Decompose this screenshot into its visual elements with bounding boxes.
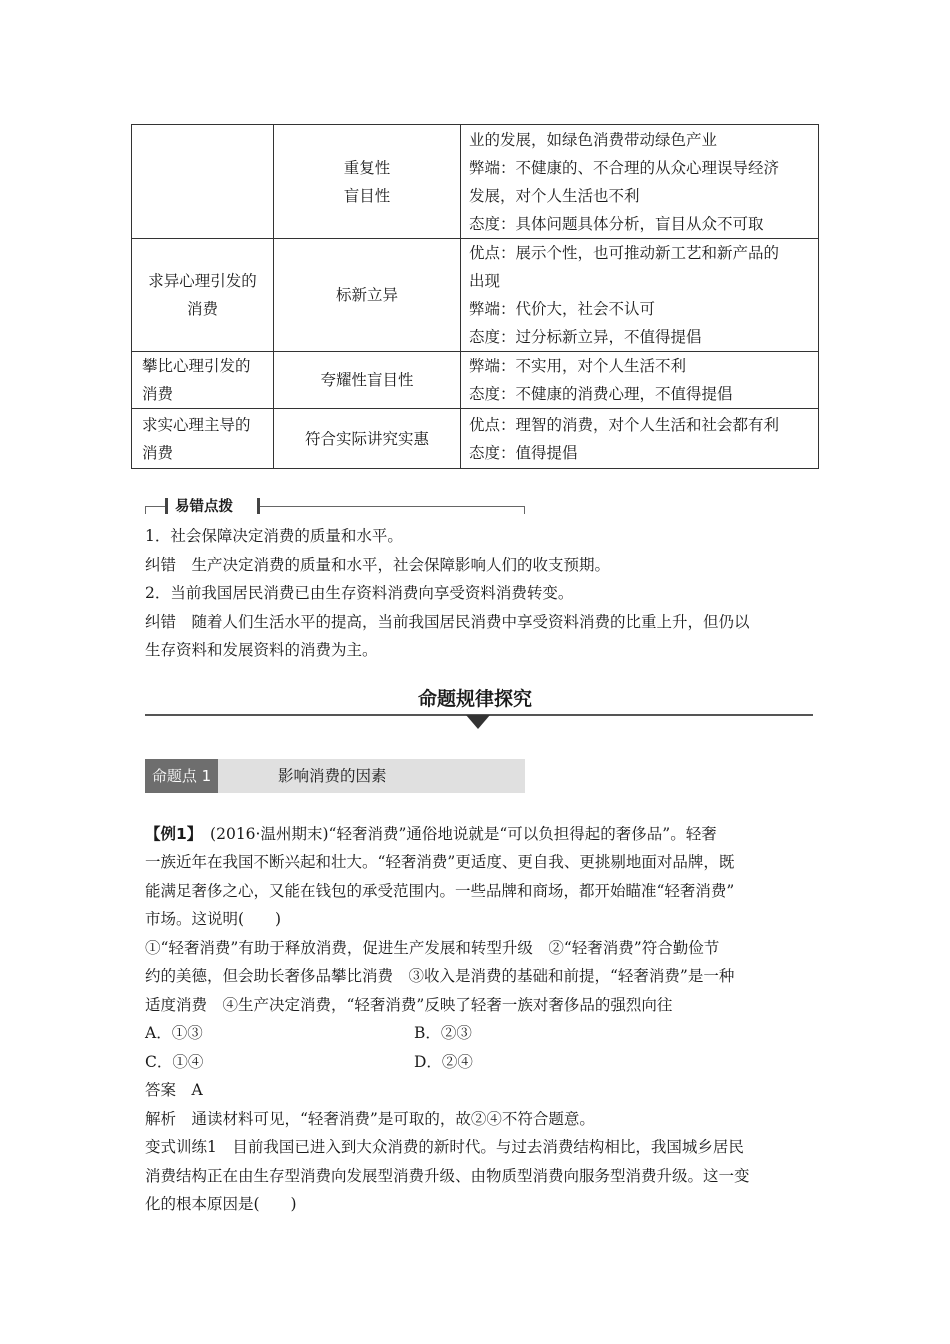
option-d: D．②④	[414, 1053, 473, 1071]
cell-text: 业的发展，如绿色消费带动绿色产业	[469, 130, 718, 149]
triangle-down-icon	[466, 715, 490, 729]
cell-text: 弊端：不实用，对个人生活不利	[469, 357, 687, 375]
variant-line: 化的根本原因是( )	[145, 1195, 297, 1213]
example-line: 约的美德，但会助长奢侈品攀比消费 ③收入是消费的基础和前提，“轻奢消费”是一种	[145, 967, 735, 985]
table-cell	[132, 409, 274, 469]
cell-text: 求实心理主导的	[142, 415, 251, 434]
table-cell	[274, 352, 461, 409]
example-line	[145, 822, 717, 844]
option-a: A．①③	[145, 1024, 203, 1042]
cell-text: 求异心理引发的	[148, 272, 257, 290]
cell-text: 标新立异	[335, 286, 398, 304]
table-cell	[274, 409, 461, 469]
example-line: 一族近年在我国不断兴起和壮大。“轻奢消费”更适度、更自我、更挑剔地面对品牌，既	[145, 853, 735, 871]
cell-text: 消费	[142, 443, 174, 462]
table-row	[132, 352, 819, 409]
table-cell	[132, 125, 274, 239]
example-line: 适度消费 ④生产决定消费，“轻奢消费”反映了轻奢一族对奢侈品的强烈向往	[145, 996, 673, 1014]
point-title: 影响消费的因素	[278, 767, 387, 785]
example-line: 市场。这说明( )	[145, 910, 282, 928]
tip-line: 纠错 随着人们生活水平的提高，当前我国居民消费中享受资料消费的比重上升，但仍以	[145, 613, 750, 631]
cell-text: 出现	[469, 272, 501, 290]
variant-line: 消费结构正在由生存型消费向发展型消费升级、由物质型消费向服务型消费升级。这一变	[145, 1167, 750, 1185]
cell-text: 攀比心理引发的	[142, 357, 251, 375]
table-cell	[132, 352, 274, 409]
tip-divider	[145, 506, 146, 514]
table-cell	[461, 239, 819, 352]
cell-text: 消费	[186, 300, 218, 318]
cell-text: 符合实际讲究实惠	[304, 429, 429, 448]
variant-line: 变式训练1 目前我国已进入到大众消费的新时代。与过去消费结构相比，我国城乡居民	[145, 1138, 744, 1156]
tip-divider	[260, 506, 524, 507]
cell-text: 发展，对个人生活也不利	[469, 186, 640, 205]
table-cell	[461, 409, 819, 469]
tip-divider	[145, 506, 165, 507]
table-cell	[461, 125, 819, 239]
option-c: C．①④	[145, 1053, 204, 1071]
cell-text: 态度：值得提倡	[469, 443, 578, 462]
table-cell	[274, 239, 461, 352]
tip-title: 易错点拨	[175, 499, 233, 515]
cell-text: 优点：展示个性，也可推动新工艺和新产品的	[469, 244, 780, 262]
cell-text: 弊端：代价大，社会不认可	[469, 300, 656, 318]
cell-text: 重复性	[343, 158, 391, 177]
answer: 答案 A	[145, 1081, 203, 1099]
table-cell	[274, 125, 461, 239]
cell-text: 态度：过分标新立异，不值得提倡	[469, 328, 702, 346]
tip-line: 1．社会保障决定消费的质量和水平。	[145, 527, 403, 545]
psychology-table	[131, 124, 819, 469]
cell-text: 盲目性	[343, 186, 391, 205]
cell-text: 弊端：不健康的、不合理的从众心理误导经济	[469, 158, 780, 177]
table-cell	[461, 352, 819, 409]
table-row	[132, 409, 819, 469]
section-title: 命题规律探究	[417, 688, 532, 710]
point-tag: 命题点 1	[145, 759, 218, 793]
tip-line: 生存资料和发展资料的消费为主。	[145, 641, 378, 659]
tip-divider	[524, 506, 525, 514]
tip-bar-icon	[165, 498, 168, 514]
example-label: 【例1】	[145, 825, 195, 843]
tip-line: 纠错 生产决定消费的质量和水平，社会保障影响人们的收支预期。	[145, 556, 611, 574]
cell-text: 优点：理智的消费，对个人生活和社会都有利	[469, 415, 780, 434]
table-cell	[132, 239, 274, 352]
analysis: 解析 通读材料可见，“轻奢消费”是可取的，故②④不符合题意。	[145, 1110, 595, 1128]
example-line: 能满足奢侈之心，又能在钱包的承受范围内。一些品牌和商场，都开始瞄准“轻奢消费”	[145, 882, 735, 900]
table-row	[132, 239, 819, 352]
example-text: (2016·温州期末)“轻奢消费”通俗地说就是“可以负担得起的奢侈品”。轻奢	[194, 825, 717, 843]
cell-text: 夸耀性盲目性	[320, 371, 414, 389]
example-line: ①“轻奢消费”有助于释放消费，促进生产发展和转型升级 ②“轻奢消费”符合勤俭节	[145, 939, 720, 957]
cell-text: 态度：不健康的消费心理，不值得提倡	[469, 385, 733, 403]
cell-text: 态度：具体问题具体分析，盲目从众不可取	[469, 214, 764, 233]
cell-text: 消费	[142, 385, 174, 403]
tip-line: 2．当前我国居民消费已由生存资料消费向享受资料消费转变。	[145, 584, 574, 602]
table-row	[132, 125, 819, 239]
option-b: B．②③	[414, 1024, 472, 1042]
